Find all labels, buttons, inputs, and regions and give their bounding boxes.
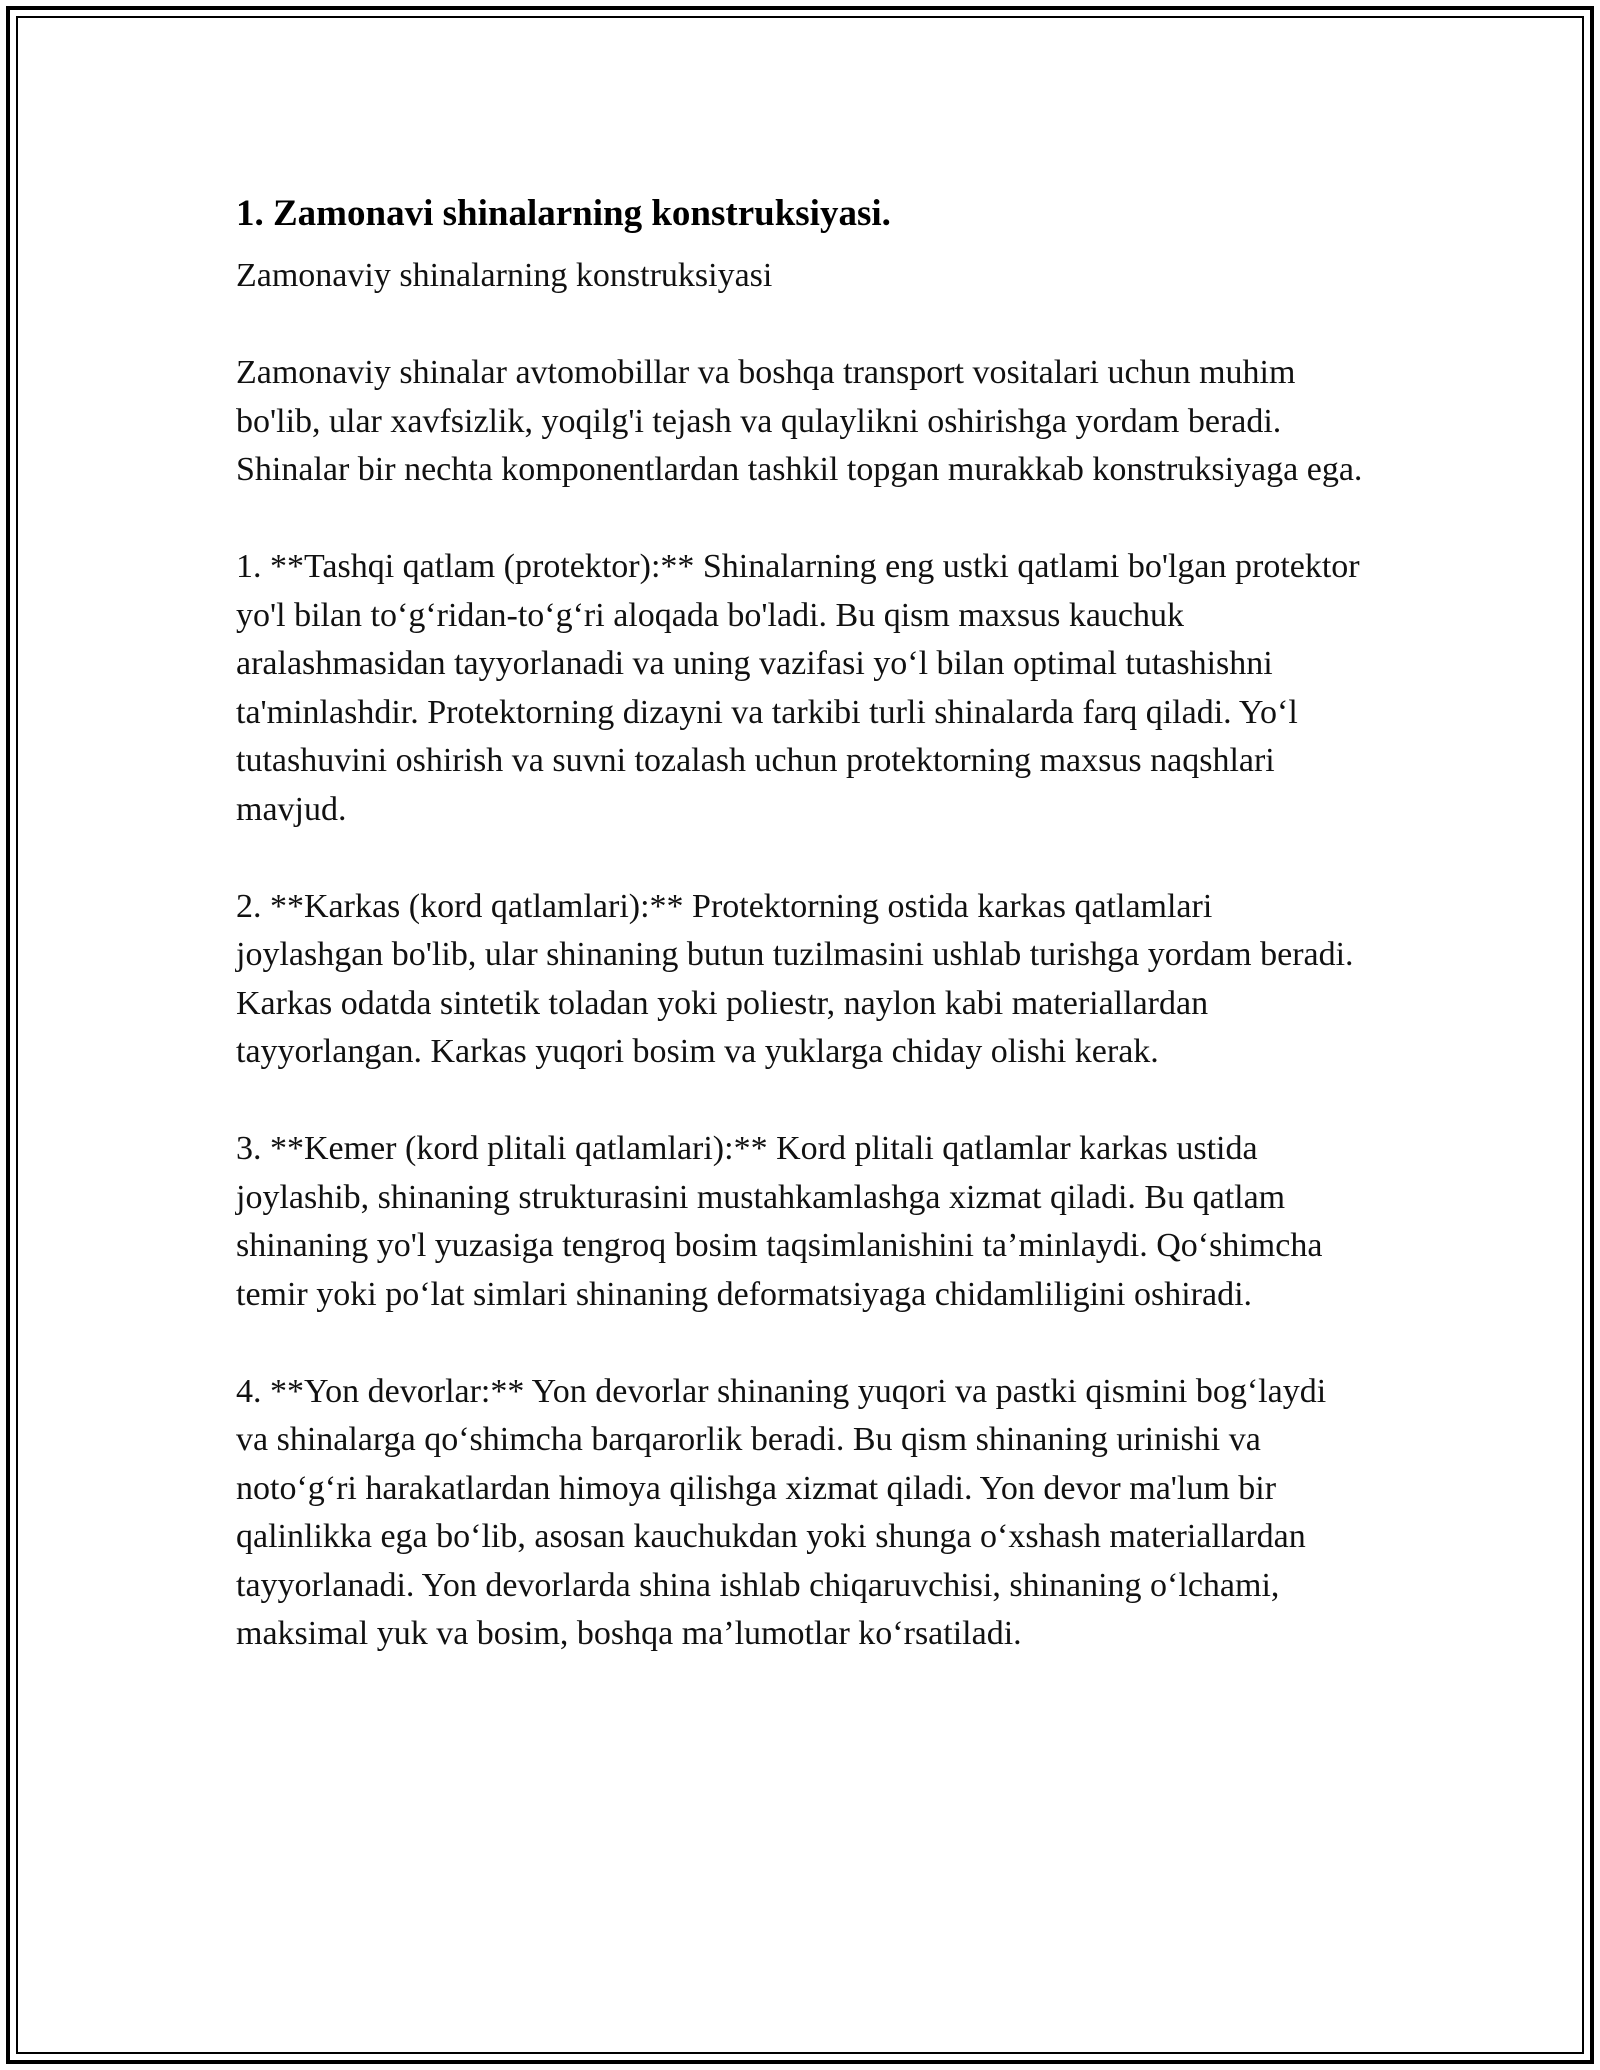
document-body xyxy=(236,186,1366,1659)
paragraph-protektor: 1. **Tashqi qatlam (protektor):** Shinalarning eng ustki qatlami bo'lgan protektor yo'l bilan to‘g‘ridan-to‘g‘ri aloqada bo'ladi. Bu qism maxsus kauchuk aralashmasidan tayyorlanadi va uning vazifasi yo‘l bilan optimal tutashishni ta'minlashdir. Protektorning dizayni va tarkibi turli shinalarda farq qiladi. Yo‘l tutashuvini oshirish va suvni tozalash uchun protektorning maxsus naqshlari mavjud. xyxy=(236,548,1360,828)
intro-paragraph: Zamonaviy shinalar avtomobillar va boshqa transport vositalari uchun muhim bo'lib, ular xavfsizlik, yoqilg'i tejash va qulaylikni oshirishga yordam beradi. Shinalar bir nechta komponentlardan tashkil topgan murakkab konstruksiyaga ega. xyxy=(236,354,1363,488)
paragraph-kemer: 3. **Kemer (kord plitali qatlamlari):** Kord plitali qatlamlar karkas ustida joylashib, shinaning strukturasini mustahkamlashga xizmat qiladi. Bu qatlam shinaning yo'l yuzasiga tengroq bosim taqsimlanishini ta’minlaydi. Qo‘shimcha temir yoki po‘lat simlari shinaning deformatsiyaga chidamliligini oshiradi. xyxy=(236,1130,1323,1313)
paragraph-karkas: 2. **Karkas (kord qatlamlari):** Protektorning ostida karkas qatlamlari joylashgan bo'lib, ular shinaning butun tuzilmasini ushlab turishga yordam beradi. Karkas odatda sintetik toladan yoki poliestr, naylon kabi materiallardan tayyorlangan. Karkas yuqori bosim va yuklarga chiday olishi kerak. xyxy=(236,887,1354,1070)
document-subtitle: Zamonaviy shinalarning konstruksiyasi xyxy=(236,257,773,294)
paragraph-yon-devorlar: 4. **Yon devorlar:** Yon devorlar shinaning yuqori va pastki qismini bog‘laydi va shinalarga qo‘shimcha barqarorlik beradi. Bu qism shinaning urinishi va noto‘g‘ri harakatlardan himoya qilishga xizmat qiladi. Yon devor ma'lum bir qalinlikka ega bo‘lib, asosan kauchukdan yoki shunga o‘xshash materiallardan tayyorlanadi. Yon devorlarda shina ishlab chiqaruvchisi, shinaning o‘lchami, maksimal yuk va bosim, boshqa ma’lumotlar ko‘rsatiladi. xyxy=(236,1372,1327,1652)
document-title: 1. Zamonavi shinalarning konstruksiyasi. xyxy=(236,193,891,234)
